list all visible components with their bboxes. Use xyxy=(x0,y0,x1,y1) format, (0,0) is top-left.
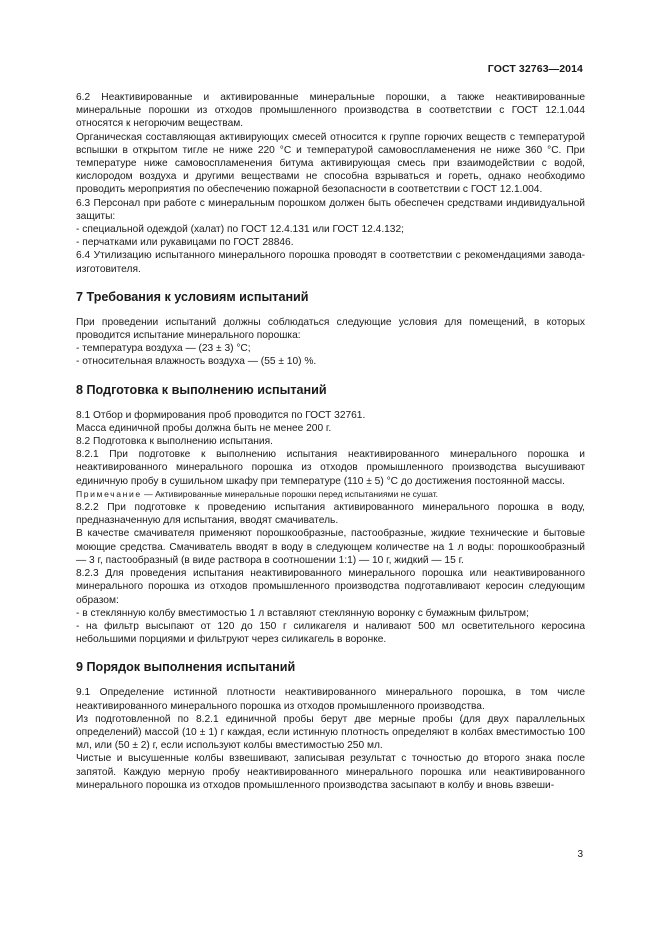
document-header-id: ГОСТ 32763—2014 xyxy=(487,63,583,75)
note-label: Примечание xyxy=(76,488,142,499)
clause-6-4: 6.4 Утилизацию испытанного минерального порошка проводят в соответствии с рекомендациями завода-изготовителя. xyxy=(76,250,585,275)
clause-8-1-text: Масса единичной пробы должна быть не менее 200 г. xyxy=(76,422,332,434)
clause-8-2: 8.2 Подготовка к выполнению испытания. xyxy=(76,436,273,448)
clause-6-2: 6.2 Неактивированные и активированные минеральные порошки, а также неактивированные минеральные порошки из отходов промышленного производства в соответствии с ГОСТ 12.1.044 относятся к негорючим веществам. xyxy=(76,92,585,130)
list-item: - на фильтр высыпают от 120 до 150 г силикагеля и наливают 500 мл осветительного керосина небольшими порциями и фильтруют через силикагель в воронке. xyxy=(76,620,585,646)
section-7-text: При проведении испытаний должны соблюдаться следующие условия для помещений, в которых проводится испытание минерального порошка: xyxy=(76,316,585,342)
note-text: — Активированные минеральные порошки перед испытаниями не сушат. xyxy=(141,488,439,499)
clause-9-1-text: Чистые и высушенные колбы взвешивают, записывая результат с точностью до второго знака после запятой. Каждую мерную пробу неактивированного минерального порошка или неактивированного минерального порошка из отходов промышленного производства засыпают в колбу и вновь взвеши- xyxy=(76,753,585,791)
clause-8-2-1: 8.2.1 При подготовке к выполнению испытания неактивированного минерального порошка и неактивированного минерального порошка из отходов промышленного производства высушивают единичную пробу в сушильном шкафу при температуре (110 ± 5) °С до достижения постоянной массы. xyxy=(76,449,585,487)
clause-9-1-text: Из подготовленной по 8.2.1 единичной пробы берут две мерные пробы (для двух параллельных определений) массой (10 ± 1) г каждая, если истинную плотность определяют в колбах вместимостью 100 мл, или (50 ± 2) г, если используют колбы вместимостью 250 мл. xyxy=(76,713,585,752)
list-item: - специальной одеждой (халат) по ГОСТ 12.4.131 или ГОСТ 12.4.132; xyxy=(76,224,404,236)
list-item: - относительная влажность воздуха — (55 ± 10) %. xyxy=(76,356,317,368)
note xyxy=(76,488,585,501)
clause-6-2-text: Органическая составляющая активирующих смесей относится к группе горючих веществ с температурой вспышки в открытом тигле не ниже 220 °С и температурой самовоспламенения не ниже 360 °С. При температуре ниже самовоспламенения битума активирующая смесь при взаимодействии с водой, кислородом воздуха и другими веществами не способна взрываться и гореть, однако необходимо проводить мероприятия по обеспечению пожарной безопасности в соответствии с ГОСТ 12.1.004. xyxy=(76,131,585,196)
clause-8-2-2: 8.2.2 При подготовке к проведению испытания активированного минерального порошка в воду, предназначенную для испытания, вводят смачиватель. xyxy=(76,502,585,527)
list-item: - в стеклянную колбу вместимостью 1 л вставляют стеклянную воронку с бумажным фильтром; xyxy=(76,607,529,619)
clause-8-1: 8.1 Отбор и формирования проб проводится по ГОСТ 32761. xyxy=(76,409,366,421)
clause-6-3: 6.3 Персонал при работе с минеральным порошком должен быть обеспечен средствами индивидуальной защиты: xyxy=(76,197,585,222)
section-8-heading: 8 Подготовка к выполнению испытаний xyxy=(76,382,327,397)
page-number: 3 xyxy=(577,849,583,860)
document-body xyxy=(76,91,585,792)
section-9-heading: 9 Порядок выполнения испытаний xyxy=(76,660,296,675)
list-item: - температура воздуха — (23 ± 3) °С; xyxy=(76,343,251,355)
clause-8-2-3: 8.2.3 Для проведения испытания неактивированного минерального порошка или неактивированного минерального порошка из отходов промышленного производства подготавливают керосин следующим образом: xyxy=(76,568,585,606)
section-7-heading: 7 Требования к условиям испытаний xyxy=(76,289,309,304)
clause-9-1: 9.1 Определение истинной плотности неактивированного минерального порошка, в том числе неактивированного минерального порошка из отходов промышленного производства. xyxy=(76,687,585,712)
clause-8-2-2-text: В качестве смачивателя применяют порошкообразные, пастообразные, жидкие технические и бытовые моющие средства. Смачиватель вводят в воду в следующем количестве на 1 л воды: порошкообразный — 3 г, пастообразный (в виде раствора в соотношении 1:1) — 10 г, жидкий — 15 г. xyxy=(76,528,585,566)
list-item: - перчатками или рукавицами по ГОСТ 28846. xyxy=(76,237,294,249)
